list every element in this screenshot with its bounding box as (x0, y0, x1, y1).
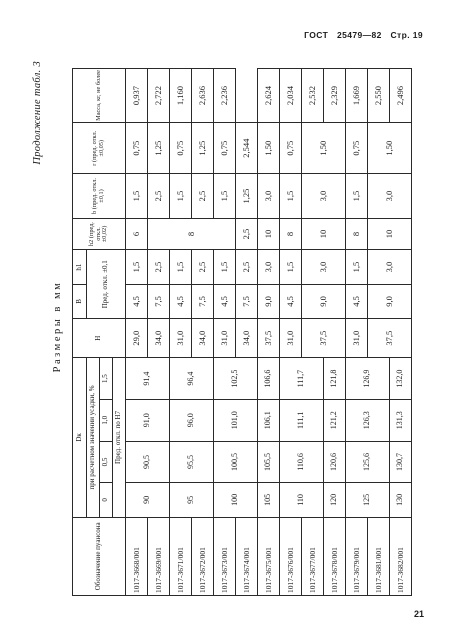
designation-header: Обозначение пуансона (73, 517, 126, 595)
shrink-10: 1,0 (100, 399, 113, 441)
designation-cell: 1017-3676/001 (280, 517, 302, 595)
designation-cell: 1017-3671/001 (170, 517, 192, 595)
table-row: 1017-3676/001 110 110,6 111,1 111,7 31,0 4,5 1,5 8 1,5 0,75 2,034 (280, 69, 302, 596)
table-row: 1017-3675/001 105 105,5 106,1 106,6 37,5 9,0 3,0 10 3,0 1,50 2,624 (258, 69, 280, 596)
continuation-caption: Продолжение табл. 3 (32, 61, 43, 165)
rotated-content (30, 55, 416, 598)
designation-cell: 1017-3682/001 (390, 517, 412, 595)
dk-header: Dк (73, 358, 87, 517)
table-title: Размеры в мм (52, 280, 63, 373)
designation-cell: 1017-3679/001 (346, 517, 368, 595)
table-row: 1017-3669/001 34,0 7,5 2,5 8 2,5 1,25 2,722 (148, 69, 170, 596)
dk-tol-header: Пред. откл. по H7 (113, 358, 126, 517)
table-row: 1017-3668/001 90 90,5 91,0 91,4 29,0 4,5 1,5 6 1,5 0,75 0,937 (126, 69, 148, 596)
designation-cell: 1017-3668/001 (126, 517, 148, 595)
b-h1-tol-header: Пред. откл. ±0,1 (87, 250, 126, 319)
dimensions-table (72, 68, 412, 596)
shrink-05: 0,5 (100, 441, 113, 483)
table-row: 1017-3679/001 125 125,6 126,3 126,9 31,0 4,5 1,5 8 1,5 0,75 1,669 (346, 69, 368, 596)
designation-cell: 1017-3681/001 (368, 517, 390, 595)
table-row: 1017-3673/001 100 100,5 101,0 102,5 31,0 4,5 1,5 1,5 0,75 2,236 (214, 69, 236, 596)
table-row: 1017-3681/001 37,5 9,0 3,0 10 3,0 1,50 2,550 (368, 69, 390, 596)
designation-cell: 1017-3677/001 (302, 517, 324, 595)
page-header (298, 30, 423, 40)
bsmall-header: b (пред. откл. ±0,1) (73, 174, 126, 218)
designation-cell: 1017-3678/001 (324, 517, 346, 595)
mass-header: Масса, кг, не более (73, 69, 126, 123)
designation-cell: 1017-3673/001 (214, 517, 236, 595)
b-header: B (73, 284, 87, 318)
table-row: 1017-3682/001 130 130,7 131,3 132,0 2,496 (390, 69, 412, 596)
dk-sub-header: при расчетном значении усадки, % (87, 358, 100, 517)
page-label: Стр. 19 (390, 30, 423, 40)
designation-cell: 1017-3669/001 (148, 517, 170, 595)
r-header: r (пред. откл. ±0,05) (73, 122, 126, 173)
shrink-0: 0 (100, 483, 113, 517)
table-row: 1017-3672/001 34,0 7,5 2,5 2,5 1,25 2,636 (192, 69, 214, 596)
h-header: H (73, 319, 126, 358)
shrink-15: 1,5 (100, 358, 113, 400)
table-row: 1017-3671/001 95 95,5 96,0 96,4 31,0 4,5 1,5 1,5 0,75 1,160 (170, 69, 192, 596)
table-row: 1017-3677/001 37,5 9,0 3,0 10 3,0 1,50 2,532 (302, 69, 324, 596)
table-row: 1017-3678/001 120 120,6 121,2 121,8 2,329 (324, 69, 346, 596)
h2-header: h2 (пред. откл. ±0,02) (73, 218, 126, 250)
page-number: 21 (413, 609, 424, 619)
rotated-table-sheet (30, 55, 416, 598)
designation-cell: 1017-3675/001 (258, 517, 280, 595)
table-row: 1017-3674/001 34,0 7,5 2,5 2,5 1,25 2,544 (236, 69, 258, 596)
designation-cell: 1017-3674/001 (236, 517, 258, 595)
gost-label: ГОСТ (304, 30, 329, 40)
designation-cell: 1017-3672/001 (192, 517, 214, 595)
h1-header: h1 (73, 250, 87, 284)
gost-number: 25479—82 (336, 30, 382, 40)
